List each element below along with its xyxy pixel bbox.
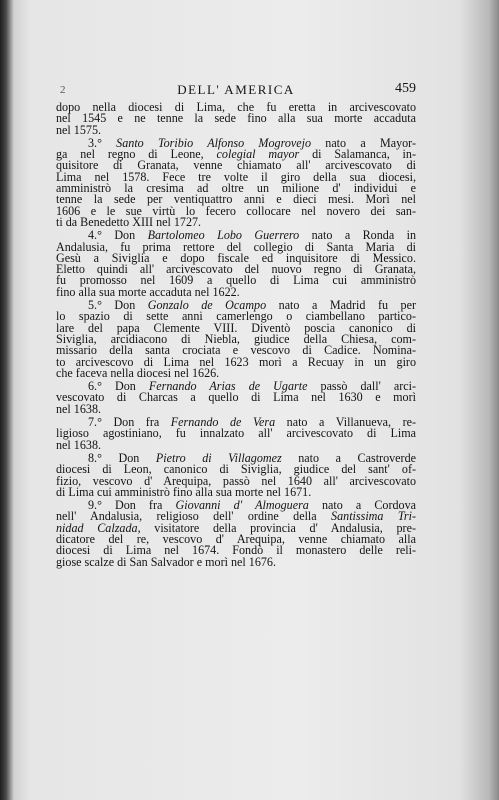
italic-name: Gonzalo de Ocampo: [147, 298, 267, 313]
italic-name: nidad Calzada: [56, 520, 138, 535]
text-line: vescovato di Charcas a quello di Lima nel 1630 e morì: [56, 390, 416, 405]
text-line: nidad Calzada, visitatore della provincia d' Andalusia, pre-: [56, 520, 416, 535]
book-page: [56, 82, 416, 568]
text-line: Eletto quindi all' arcivescovato del nuovo regno di Granata,: [56, 262, 416, 277]
text-line: ga nel regno di Leone, colegial mayor di Salamanca, in-: [56, 147, 416, 162]
running-header: [56, 82, 416, 102]
text-line: Gesù a Siviglia e dopo fiscale ed inquisitore di Messico.: [56, 250, 416, 265]
text-line: che faceva nella diocesi nel 1626.: [56, 365, 220, 380]
text-line: dicatore del re, vescovo d' Arequipa, venne chiamato alla: [56, 531, 416, 546]
text-line: Lima nel 1578. Fece tre volte il giro della sua diocesi,: [56, 169, 416, 184]
text-line: ti da Benedetto XIII nel 1727.: [56, 214, 202, 229]
text-line: nel 1638.: [56, 401, 102, 416]
italic-name: Giovanni d' Almoguera: [175, 498, 309, 513]
paragraph-p8: [56, 450, 416, 499]
text-line: lare del papa Clemente VIII. Diventò poscia canonico di: [56, 320, 416, 335]
paragraph-p7: [56, 417, 416, 451]
italic-name: Santo Toribio Alfonso Mogrovejo: [116, 135, 312, 150]
text-line: nel 1545 e ne tenne la sede fino alla sua morte accaduta: [56, 111, 416, 126]
italic-name: Pietro di Villagomez: [155, 450, 282, 465]
text-line: nel 1638.: [56, 437, 102, 452]
text-line: 4.° Don Bartolomeo Lobo Guerrero nato a Ronda in: [88, 228, 417, 243]
paragraph-p3: [56, 135, 416, 229]
text-line: quisitore di Granata, venne chiamato all' arcivescovato di: [56, 158, 416, 173]
text-line: fu promosso nel 1609 a quello di Lima cui amministrò: [56, 273, 416, 288]
text-line: Siviglia, arcidiacono di Niebla, giudice della Chiesa, com-: [56, 331, 416, 346]
text-line: nell' Andalusia, religioso dell' ordine della Santissima Tri-: [56, 509, 416, 524]
text-line: 8.° Don Pietro di Villagomez nato a Castroverde: [88, 450, 416, 465]
text-line: 7.° Don fra Fernando de Vera nato a Villanueva, re-: [88, 415, 417, 430]
text-line: giose scalze di San Salvador e morì nel 1676.: [56, 554, 276, 569]
paragraph-p4: [56, 230, 416, 298]
text-line: amministrò la cresima ad oltre un milione d' individui e: [56, 181, 416, 196]
header-mark: 2: [60, 84, 66, 96]
text-line: diocesi di Leon, canonico di Siviglia, giudice del sant' of-: [56, 462, 416, 477]
page-number: 459: [395, 81, 416, 96]
paragraph-intro: [56, 102, 416, 136]
italic-name: Bartolomeo Lobo Guerrero: [147, 228, 300, 243]
text-line: di Lima cui amministrò fino alla sua morte nel 1671.: [56, 484, 312, 499]
text-line: 5.° Don Gonzalo de Ocampo nato a Madrid fu per: [88, 298, 416, 313]
text-line: to arcivescovo di Lima nel 1623 morì a Recuay in un giro: [56, 354, 416, 369]
text-line: lo spazio di sette anni camerlengo o ciambellano partico-: [56, 309, 416, 324]
paragraph-p6: [56, 381, 416, 415]
body-text: [56, 102, 416, 568]
text-line: missario della santa crociata e vescovo di Cadice. Nomina-: [56, 343, 416, 358]
text-line: nel 1575.: [56, 122, 102, 137]
text-line: dopo nella diocesi di Lima, che fu eretta in arcivescovato: [56, 100, 416, 114]
text-line: fino alla sua morte accaduta nel 1622.: [56, 284, 240, 299]
text-line: 3.° Santo Toribio Alfonso Mogrovejo nato a Mayor-: [88, 135, 416, 150]
paragraph-p5: [56, 300, 416, 379]
italic-name: Fernando Arias de Ugarte: [148, 379, 308, 394]
text-line: ligioso agostiniano, fu innalzato all' arcivescovato di Lima: [56, 426, 416, 441]
text-line: 9.° Don fra Giovanni d' Almoguera nato a Cordova: [88, 498, 416, 513]
header-title: DELL' AMERICA: [177, 82, 295, 97]
text-line: fizio, vescovo d' Arequipa, passò nel 1640 all' arcivescovato: [56, 473, 416, 488]
italic-name: colegial mayor: [216, 147, 300, 162]
italic-name: Santissima Tri-: [331, 509, 416, 524]
text-line: Andalusia, fu prima rettore del collegio di Santa Maria di: [56, 239, 416, 254]
text-line: 6.° Don Fernando Arias de Ugarte passò dall' arci-: [88, 379, 416, 394]
text-line: 1606 e le sue virtù lo fecero collocare nel novero dei san-: [56, 203, 416, 218]
italic-name: Fernando de Vera: [170, 415, 276, 430]
text-line: tenne la sede per ventiquattro anni e dieci mesi. Morì nel: [56, 192, 416, 207]
text-line: diocesi di Lima nel 1674. Fondò il monastero delle reli-: [56, 543, 416, 558]
paragraph-p9: [56, 500, 416, 568]
